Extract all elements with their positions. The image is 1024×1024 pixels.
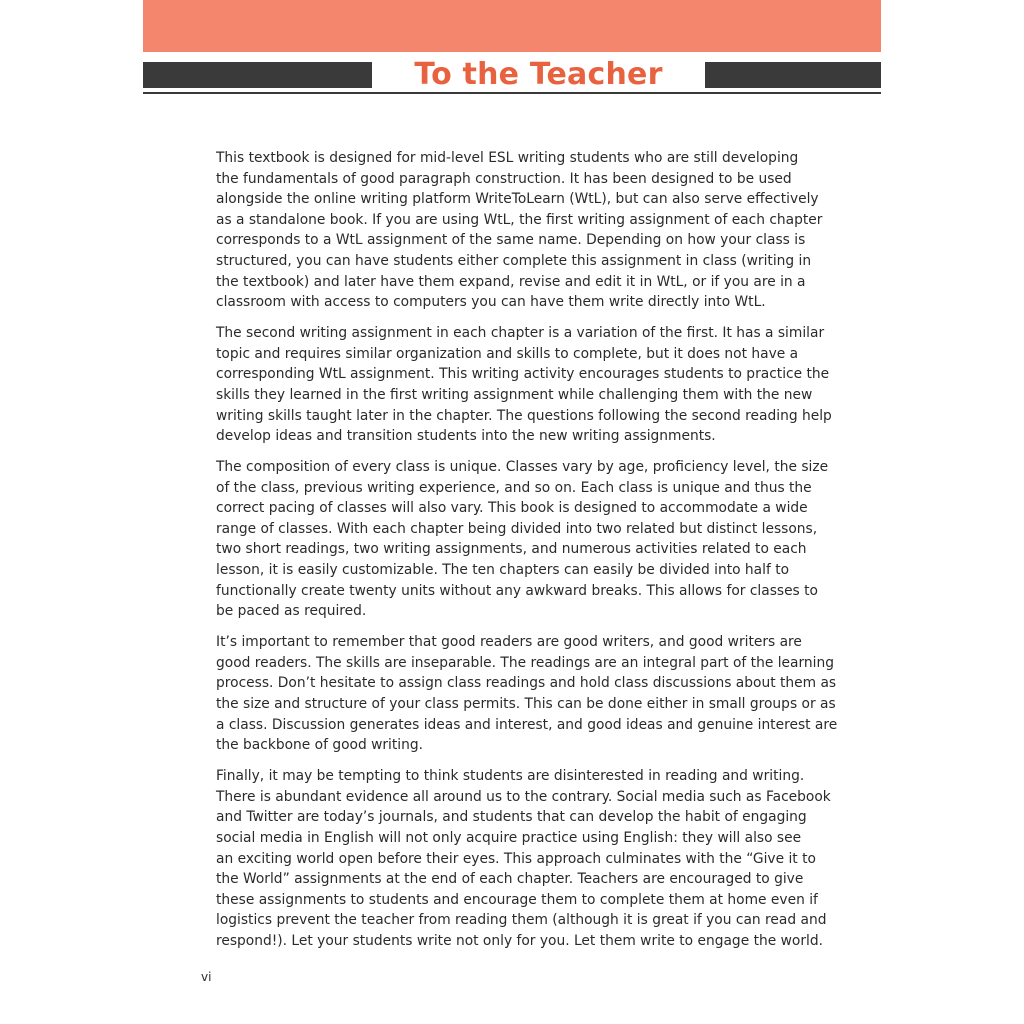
text-line: the World” assignments at the end of each chapter. Teachers are encouraged to give xyxy=(216,871,804,888)
text-line: writing skills taught later in the chapter. The questions following the second reading help xyxy=(216,407,832,424)
text-line: develop ideas and transition students into the new writing assignments. xyxy=(216,428,716,445)
title-bar-right xyxy=(705,62,881,88)
title-row xyxy=(143,57,881,92)
paragraph xyxy=(216,632,838,756)
text-line: corresponds to a WtL assignment of the same name. Depending on how your class is xyxy=(216,232,806,249)
text-line: lesson, it is easily customizable. The ten chapters can easily be divided into half to xyxy=(216,562,790,579)
text-line: Finally, it may be tempting to think students are disinterested in reading and writing. xyxy=(216,768,805,785)
text-line: range of classes. With each chapter being divided into two related but distinct lessons, xyxy=(216,520,818,537)
page-number: vi xyxy=(201,970,212,984)
paragraph xyxy=(216,766,831,951)
text-line: There is abundant evidence all around us to the contrary. Social media such as Facebook xyxy=(216,788,831,805)
text-line: these assignments to students and encourage them to complete them at home even if xyxy=(216,891,818,908)
text-line: the textbook) and later have them expand, revise and edit it in WtL, or if you are in a xyxy=(216,273,806,290)
text-line: a class. Discussion generates ideas and interest, and good ideas and genuine interest are xyxy=(216,716,838,733)
text-line: correct pacing of classes will also vary. This book is designed to accommodate a wide xyxy=(216,500,808,517)
text-line: alongside the online writing platform WriteToLearn (WtL), but can also serve effectively xyxy=(216,191,819,208)
body-text xyxy=(216,148,838,962)
text-line: good readers. The skills are inseparable. The readings are an integral part of the learning xyxy=(216,654,834,671)
text-line: two short readings, two writing assignments, and numerous activities related to each xyxy=(216,541,807,558)
paragraph xyxy=(216,323,832,447)
text-line: structured, you can have students either complete this assignment in class (writing in xyxy=(216,252,812,269)
paragraph xyxy=(216,457,829,622)
paragraph xyxy=(216,148,823,313)
text-line: The composition of every class is unique. Classes vary by age, proficiency level, the size xyxy=(216,459,829,476)
text-line: This textbook is designed for mid-level ESL writing students who are still developing xyxy=(216,150,799,166)
text-line: classroom with access to computers you can have them write directly into WtL. xyxy=(216,294,766,311)
text-line: and Twitter are today’s journals, and students that can develop the habit of engaging xyxy=(216,809,807,826)
text-line: functionally create twenty units without any awkward breaks. This allows for classes to xyxy=(216,582,818,599)
text-line: corresponding WtL assignment. This writing activity encourages students to practice the xyxy=(216,366,830,383)
text-line: an exciting world open before their eyes. This approach culminates with the “Give it to xyxy=(216,850,816,867)
title-underline-rule xyxy=(143,92,881,94)
page-title: To the Teacher xyxy=(414,57,663,92)
header-color-band xyxy=(143,0,881,52)
title-bar-left xyxy=(143,62,372,88)
text-line: skills they learned in the first writing assignment while challenging them with the new xyxy=(216,386,813,403)
text-line: of the class, previous writing experience, and so on. Each class is unique and thus the xyxy=(216,479,812,496)
text-line: The second writing assignment in each chapter is a variation of the first. It has a similar xyxy=(216,325,825,342)
text-line: social media in English will not only acquire practice using English: they will also see xyxy=(216,829,802,846)
text-line: as a standalone book. If you are using WtL, the first writing assignment of each chapter xyxy=(216,211,823,228)
text-line: the size and structure of your class permits. This can be done either in small groups or as xyxy=(216,696,836,713)
text-line: be paced as required. xyxy=(216,603,367,620)
text-line: the fundamentals of good paragraph construction. It has been designed to be used xyxy=(216,170,792,187)
text-line: logistics prevent the teacher from reading them (although it is great if you can read and xyxy=(216,912,827,929)
text-line: process. Don’t hesitate to assign class readings and hold class discussions about them as xyxy=(216,675,837,692)
text-line: respond!). Let your students write not only for you. Let them write to engage the world. xyxy=(216,932,823,949)
text-line: It’s important to remember that good readers are good writers, and good writers are xyxy=(216,634,802,651)
text-line: the backbone of good writing. xyxy=(216,737,424,754)
text-line: topic and requires similar organization and skills to complete, but it does not have a xyxy=(216,345,799,362)
